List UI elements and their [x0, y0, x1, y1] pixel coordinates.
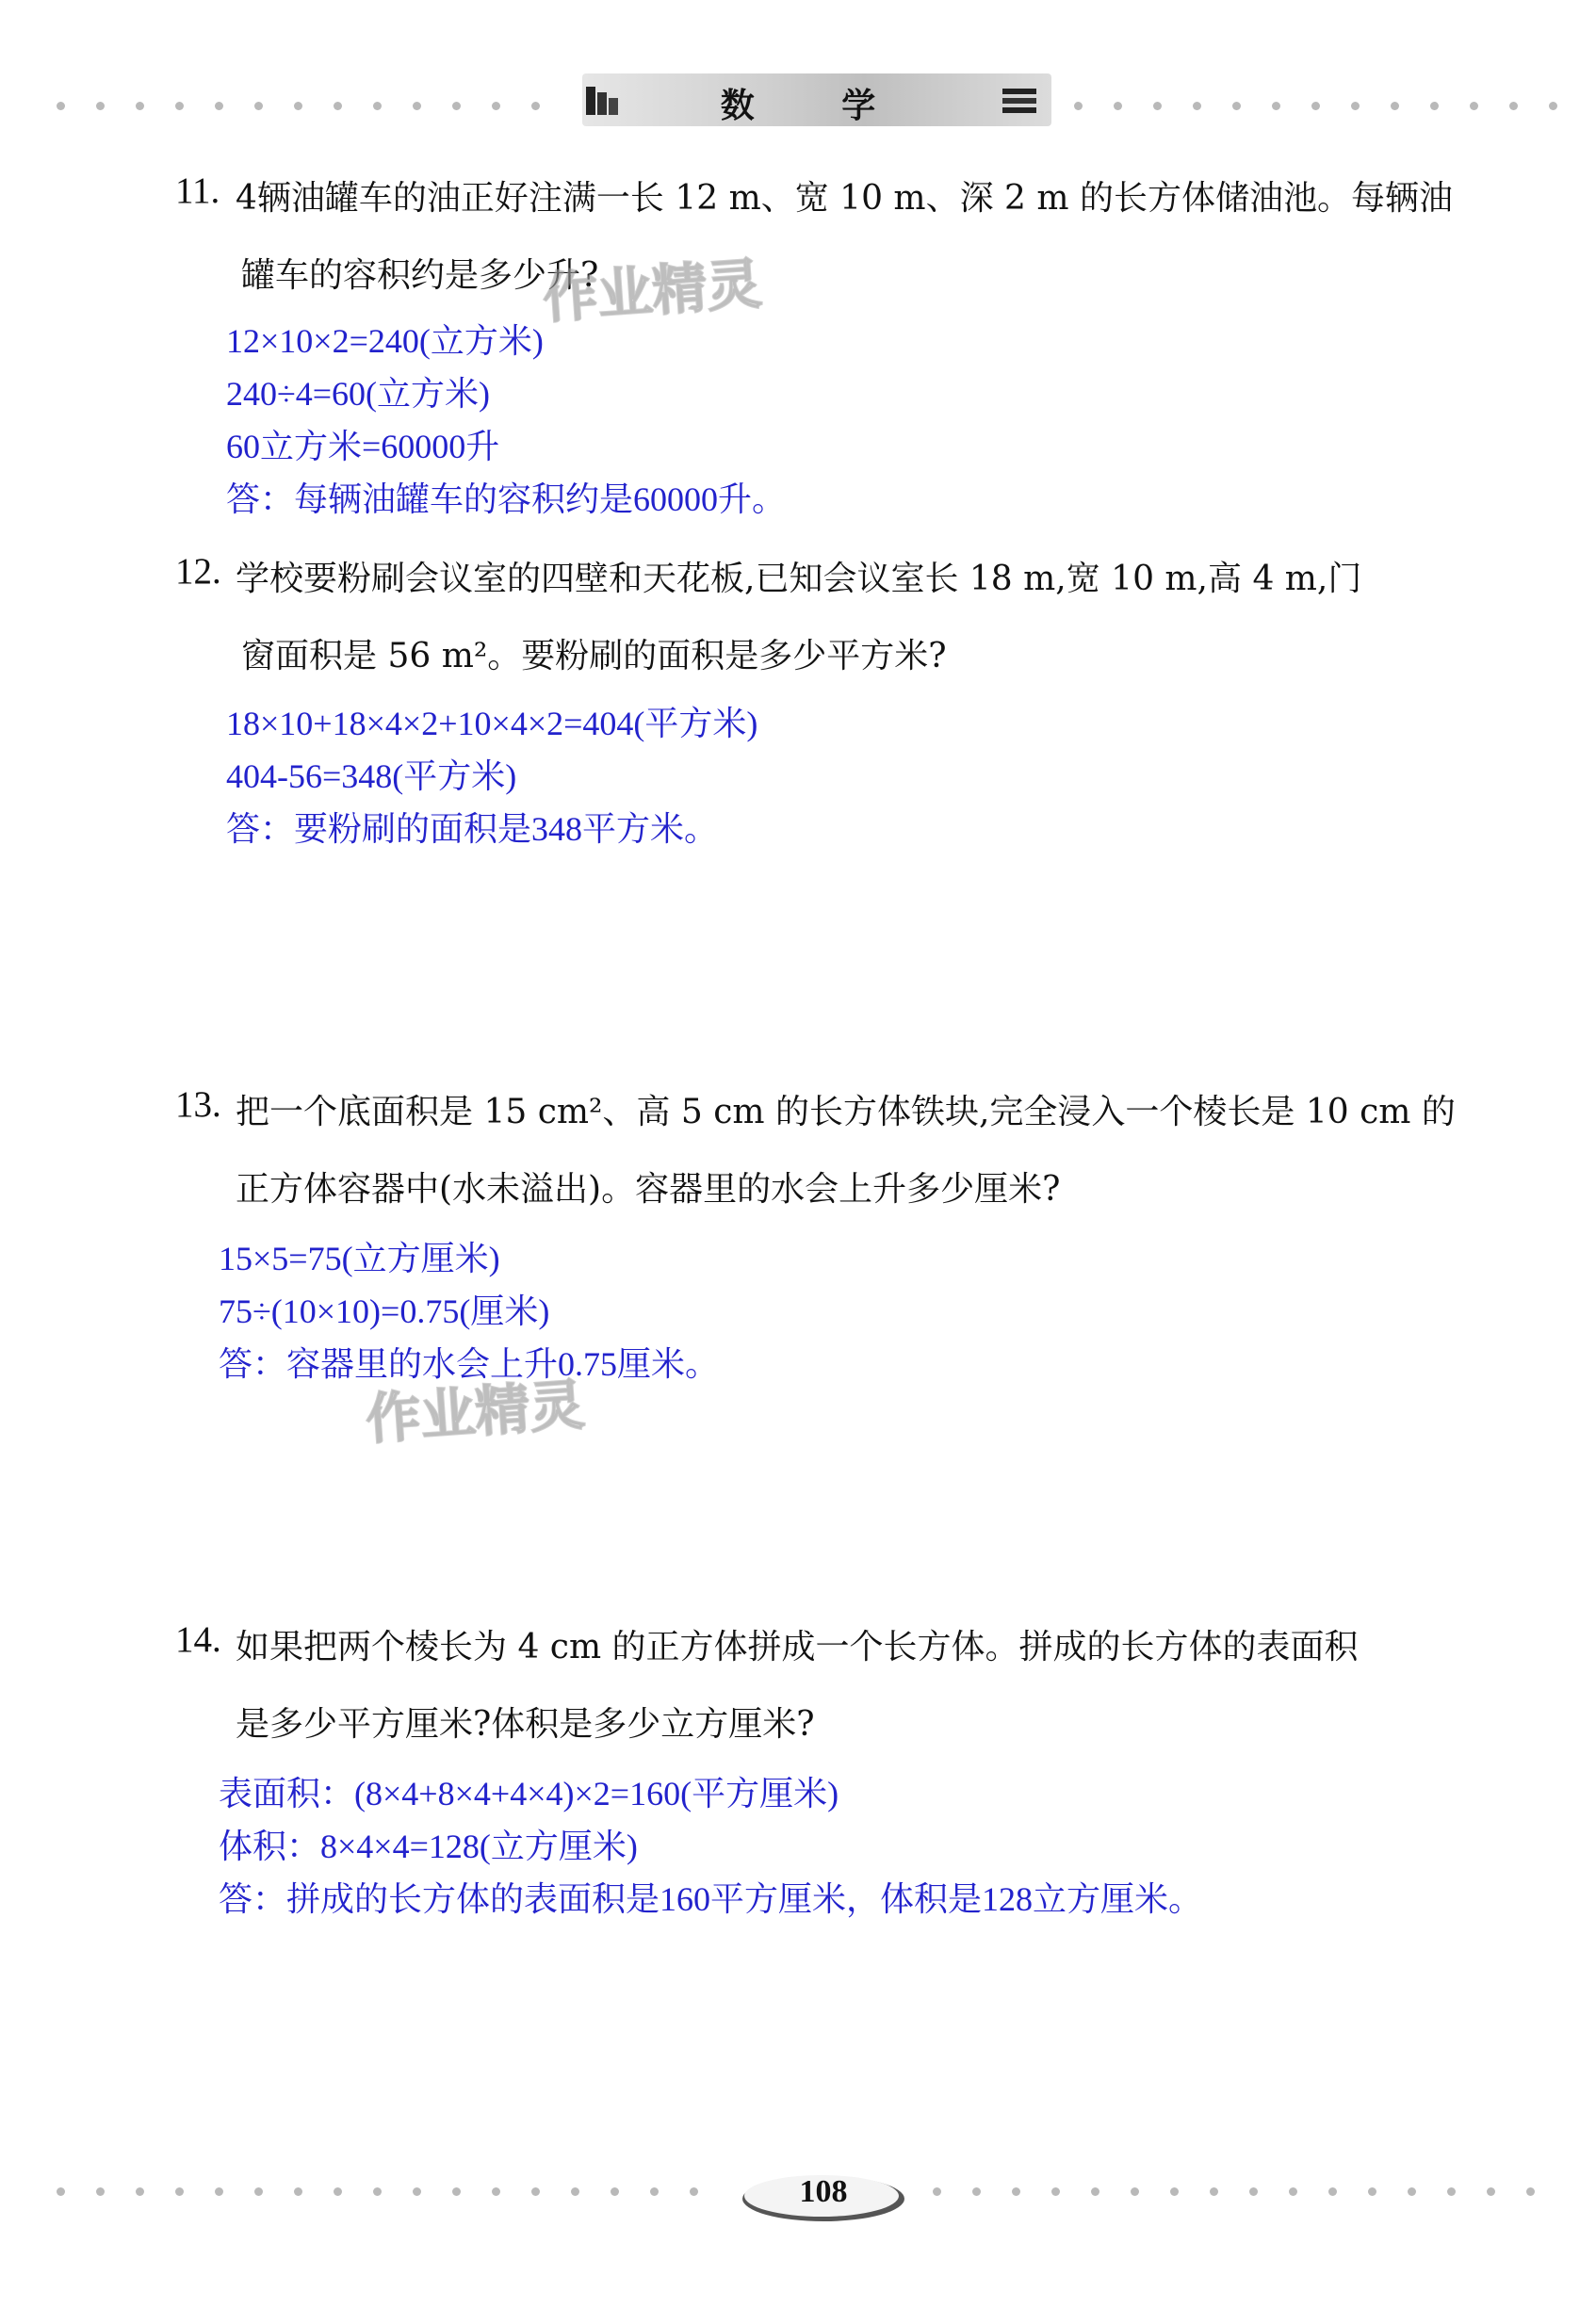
- question-text-line: 是多少平方厘米?体积是多少立方厘米?: [236, 1705, 815, 1744]
- decorative-dot: [1210, 2187, 1218, 2196]
- answer-line: 240÷4=60(立方米): [226, 375, 491, 413]
- decorative-dot: [1470, 102, 1478, 110]
- decorative-dot: [1311, 102, 1320, 110]
- decorative-dot: [1526, 2187, 1535, 2196]
- decorative-dot: [1447, 2187, 1456, 2196]
- answer-line: 75÷(10×10)=0.75(厘米): [219, 1292, 550, 1330]
- decorative-dot: [1430, 102, 1439, 110]
- decorative-dot: [1170, 2187, 1179, 2196]
- question-number: 14.: [175, 1619, 221, 1660]
- decorative-dot: [1232, 102, 1241, 110]
- page-number: 108: [799, 2174, 848, 2209]
- answer-line: 60立方米=60000升: [226, 428, 500, 465]
- decorative-dot: [1509, 102, 1518, 110]
- question-text-line: 4辆油罐车的油正好注满一长 12 m、宽 10 m、深 2 m 的长方体储油池。每辆油: [236, 179, 1453, 218]
- decorative-dot: [1193, 102, 1201, 110]
- bookshelf-icon: [1001, 83, 1038, 117]
- decorative-dot: [1391, 102, 1399, 110]
- decorative-dot: [1549, 102, 1557, 110]
- decorative-dot: [1114, 102, 1122, 110]
- question-text-line: 正方体容器中(水未溢出)。容器里的水会上升多少厘米?: [236, 1170, 1061, 1209]
- question-number: 11.: [175, 171, 220, 211]
- answer-line: 表面积：(8×4+8×4+4×4)×2=160(平方厘米): [219, 1775, 839, 1812]
- decorative-dot: [1272, 102, 1280, 110]
- answer-line: 404-56=348(平方米): [226, 757, 517, 795]
- page-number-badge: [735, 2165, 912, 2227]
- answer-line: 答：容器里的水会上升0.75厘米。: [219, 1345, 720, 1383]
- decorative-dot: [1328, 2187, 1337, 2196]
- decorative-dot: [1408, 2187, 1416, 2196]
- decorative-dot: [1351, 102, 1360, 110]
- question-text-line: 罐车的容积约是多少升?: [241, 256, 599, 295]
- question-number: 13.: [175, 1084, 221, 1125]
- header-title: 数 学: [720, 86, 914, 125]
- decorative-dot: [1091, 2187, 1099, 2196]
- decorative-dot: [1289, 2187, 1297, 2196]
- decorative-dot: [1012, 2187, 1020, 2196]
- decorative-dot: [1074, 102, 1083, 110]
- answer-line: 12×10×2=240(立方米): [226, 322, 544, 360]
- question-text-line: 如果把两个棱长为 4 cm 的正方体拼成一个长方体。拼成的长方体的表面积: [236, 1628, 1359, 1666]
- question-text-line: 窗面积是 56 m²。要粉刷的面积是多少平方米?: [241, 637, 947, 675]
- question-text-line: 学校要粉刷会议室的四壁和天花板,已知会议室长 18 m,宽 10 m,高 4 m,门: [236, 560, 1362, 598]
- decorative-dot: [1051, 2187, 1060, 2196]
- watermark: 作业精灵: [364, 1372, 587, 1452]
- decorative-dot: [1368, 2187, 1376, 2196]
- answer-line: 15×5=75(立方厘米): [219, 1240, 500, 1277]
- answer-line: 体积：8×4×4=128(立方厘米): [219, 1828, 638, 1865]
- decorative-dot: [1249, 2187, 1258, 2196]
- answer-line: 18×10+18×4×2+10×4×2=404(平方米): [226, 705, 758, 742]
- answer-line: 答：每辆油罐车的容积约是60000升。: [226, 480, 787, 518]
- decorative-dot: [1153, 102, 1162, 110]
- decorative-dot: [1131, 2187, 1139, 2196]
- decorative-dot: [972, 2187, 981, 2196]
- page-header: [582, 73, 1051, 126]
- decorative-dot: [1487, 2187, 1495, 2196]
- question-text-line: 把一个底面积是 15 cm²、高 5 cm 的长方体铁块,完全浸入一个棱长是 10 cm 的: [236, 1093, 1456, 1131]
- watermark: 作业精灵: [541, 251, 764, 331]
- decorative-dot: [933, 2187, 941, 2196]
- answer-line: 答：拼成的长方体的表面积是160平方厘米，体积是128立方厘米。: [219, 1880, 1203, 1918]
- question-number: 12.: [175, 551, 221, 592]
- answer-line: 答：要粉刷的面积是348平方米。: [226, 810, 719, 848]
